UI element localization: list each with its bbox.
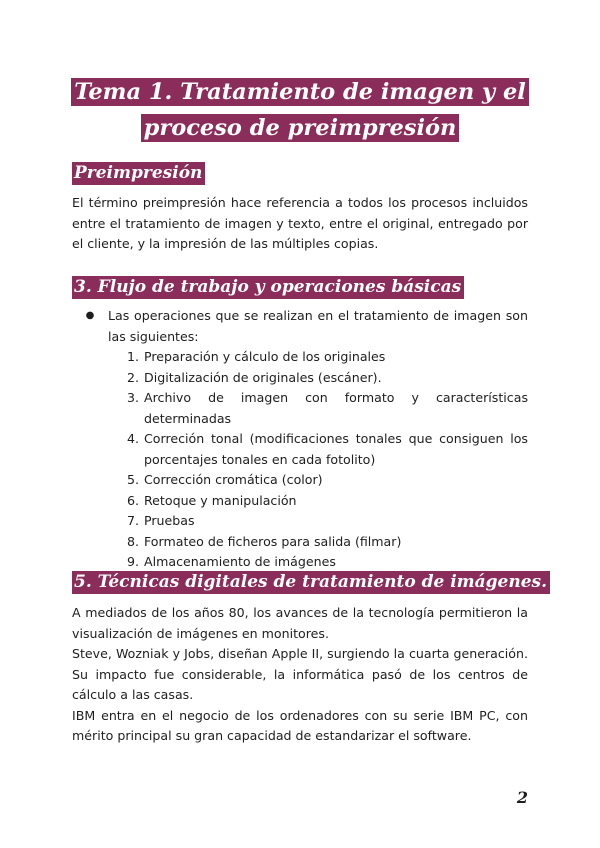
- list-item-number: 2.: [126, 369, 139, 385]
- document-title-text: Tema 1. Tratamiento de imagen y el proceso de preimpresión: [71, 78, 529, 142]
- list-item: [72, 368, 528, 389]
- list-item: [72, 429, 528, 470]
- list-item-text: Retoque y manipulación: [144, 492, 297, 508]
- list-item: [72, 532, 528, 553]
- operations-list-block: [72, 306, 528, 573]
- list-item-number: 8.: [126, 533, 139, 549]
- list-item-text: Pruebas: [144, 513, 195, 528]
- section-heading-text: 3. Flujo de trabajo y operaciones básicas: [72, 276, 464, 299]
- list-item-number: 9.: [126, 554, 139, 569]
- paragraph: Steve, Wozniak y Jobs, diseñan Apple II, surgiendo la cuarta generación. Su impacto fue considerable, la informática pasó de los centros de cálculo a las casas.: [72, 646, 528, 702]
- list-item: [72, 470, 528, 491]
- section-body-preimpresion: [72, 193, 528, 255]
- bullet-item: [72, 306, 528, 347]
- list-item-text: Digitalización de originales (escáner).: [144, 369, 382, 385]
- paragraph: A mediados de los años 80, los avances de la tecnología permitieron la visualización de imágenes en monitores.: [72, 605, 528, 641]
- list-item-text: Correción tonal (modificaciones tonales que consiguen los porcentajes tonales en cada fotolito): [144, 431, 528, 467]
- section-heading-text: Preimpresión: [72, 162, 205, 185]
- list-item: [72, 511, 528, 532]
- list-item-number: 7.: [126, 513, 139, 528]
- document-title: [60, 74, 540, 146]
- paragraph: El término preimpresión hace referencia a todos los procesos incluidos entre el tratamiento de imagen y texto, entre el original, entregado por el cliente, y la impresión de las múltiples copias.: [72, 195, 528, 251]
- list-item-number: 3.: [126, 390, 139, 405]
- section-body-tecnicas: [72, 603, 528, 747]
- list-item-text: Formateo de ficheros para salida (filmar): [144, 533, 402, 549]
- list-item: [72, 491, 528, 512]
- bullet-dot-icon: ●: [85, 310, 95, 321]
- list-item: [72, 388, 528, 429]
- section-heading-flujo: [72, 274, 464, 300]
- list-item: [72, 347, 528, 368]
- section-heading-preimpresion: [72, 160, 205, 186]
- list-item-number: 4.: [126, 431, 139, 446]
- list-item-text: Preparación y cálculo de los originales: [144, 349, 386, 364]
- section-heading-tecnicas: [72, 569, 550, 595]
- paragraph: IBM entra en el negocio de los ordenadores con su serie IBM PC, con mérito principal su gran capacidad de estandarizar el software.: [72, 707, 528, 743]
- section-heading-text: 5. Técnicas digitales de tratamiento de imágenes.: [72, 571, 550, 594]
- list-item-number: 5.: [126, 472, 139, 487]
- bullet-text: Las operaciones que se realizan en el tratamiento de imagen son las siguientes:: [108, 308, 528, 344]
- list-item-number: 1.: [126, 349, 139, 364]
- list-item-number: 6.: [126, 492, 139, 508]
- list-item-text: Archivo de imagen con formato y características determinadas: [144, 390, 528, 426]
- operations-ordered-list: [72, 347, 528, 573]
- list-item-text: Corrección cromática (color): [144, 472, 323, 487]
- page-number: 2: [516, 788, 528, 807]
- list-item-text: Almacenamiento de imágenes: [144, 554, 336, 569]
